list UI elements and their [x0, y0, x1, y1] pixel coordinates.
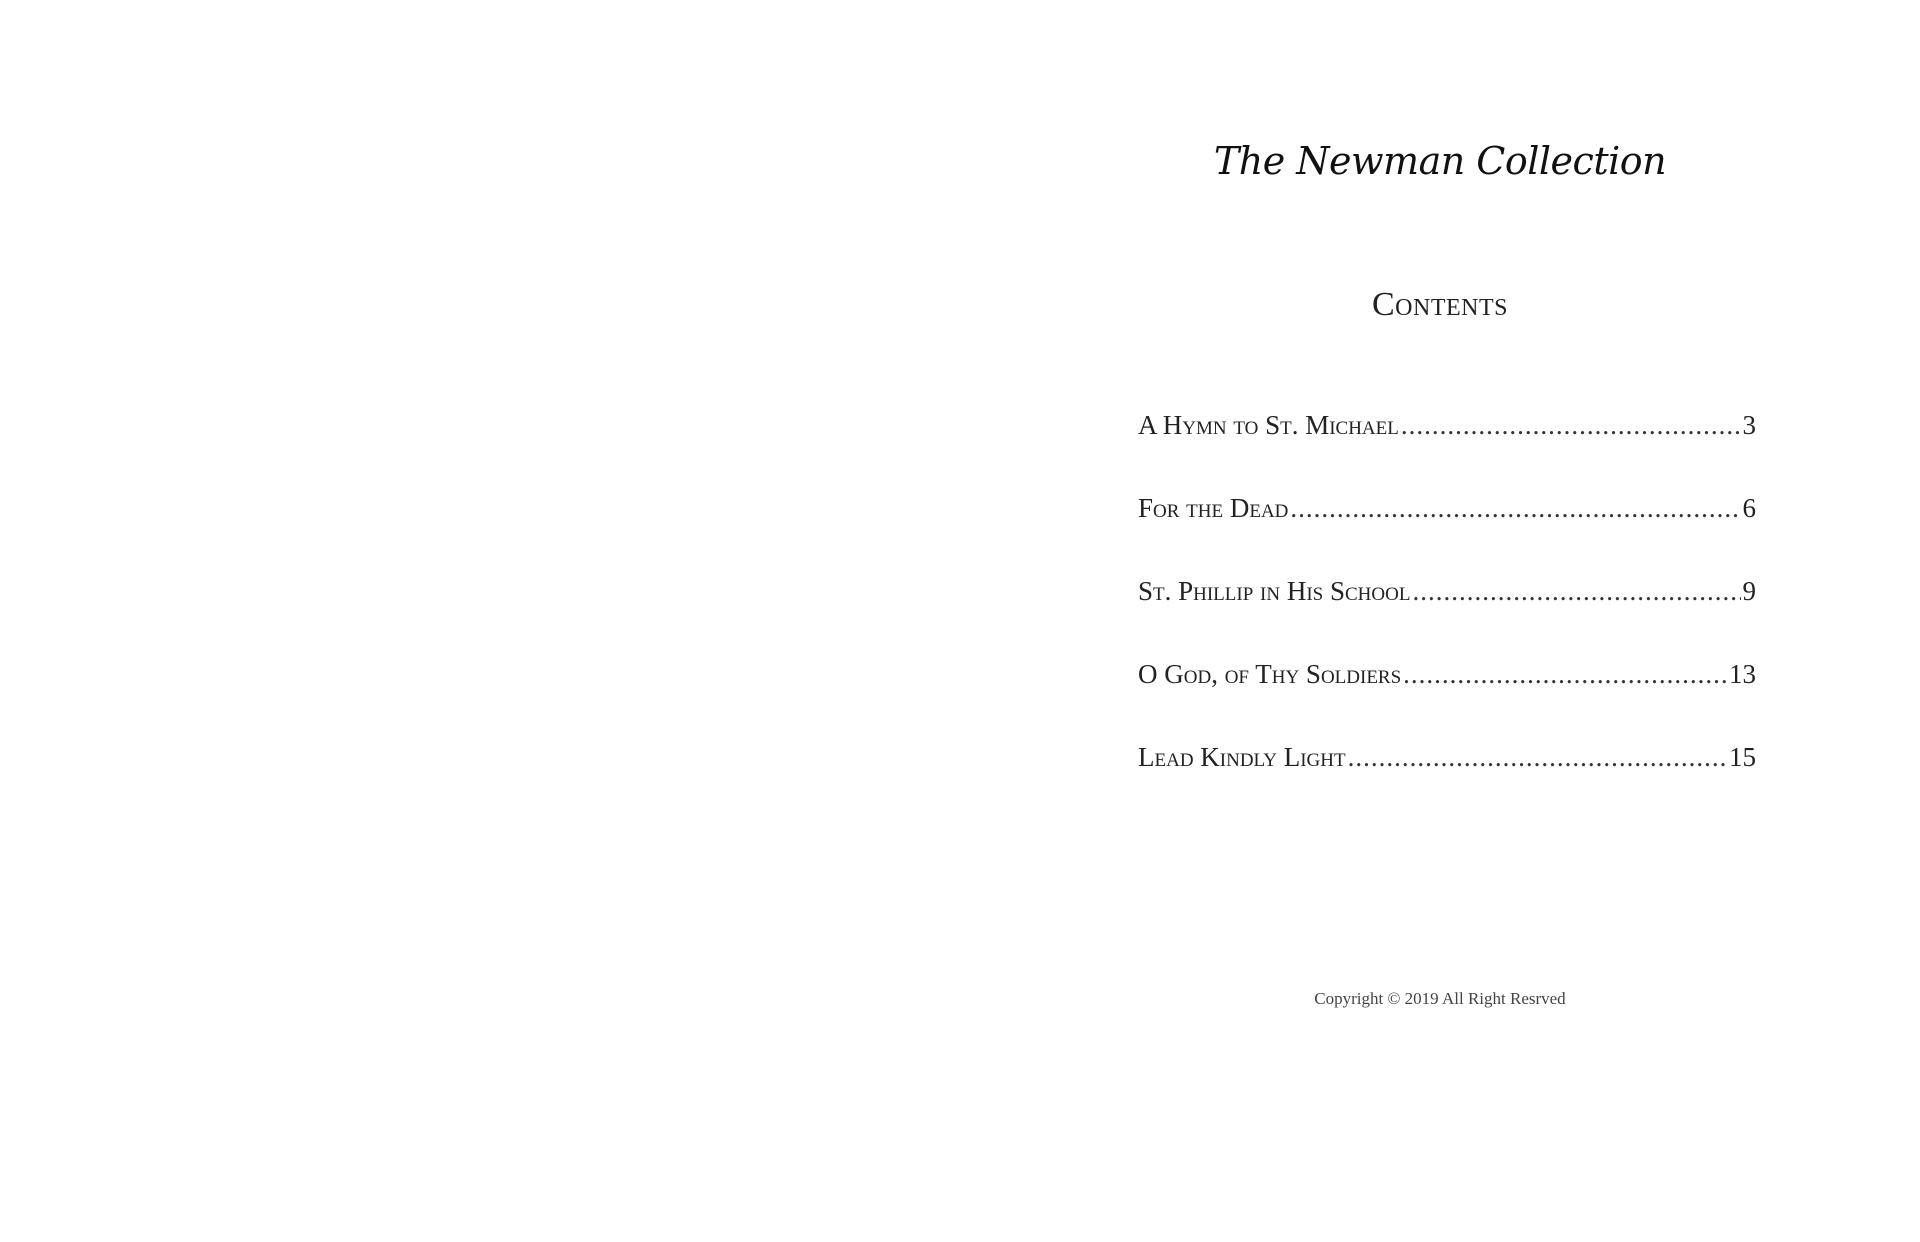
- toc-entry-title: A Hymn to St. Michael: [1138, 410, 1399, 440]
- toc-entry-title: St. Phillip in His School: [1138, 576, 1411, 606]
- table-of-contents: [1138, 412, 1756, 827]
- toc-entry-page: 13: [1729, 659, 1756, 689]
- contents-heading: Contents: [1371, 286, 1508, 323]
- toc-entry-page: 3: [1742, 410, 1756, 440]
- right-contents-page: [960, 0, 1920, 1242]
- toc-entry-title: O God, of Thy Soldiers: [1138, 659, 1402, 689]
- toc-dot-leader: [1403, 661, 1727, 688]
- copyright-notice: Copyright © 2019 All Right Resrved: [1314, 989, 1566, 1008]
- toc-dot-leader: [1348, 744, 1727, 771]
- book-title: The Newman Collection: [1213, 139, 1667, 183]
- toc-dot-leader: [1412, 578, 1740, 605]
- toc-dot-leader: [1401, 412, 1741, 439]
- toc-entry: [1138, 412, 1756, 495]
- toc-entry-title: Lead Kindly Light: [1138, 742, 1346, 772]
- toc-entry-title: For the Dead: [1138, 493, 1289, 523]
- toc-entry: [1138, 495, 1756, 578]
- toc-entry: [1138, 578, 1756, 661]
- toc-dot-leader: [1290, 495, 1740, 522]
- toc-entry-page: 6: [1742, 493, 1756, 523]
- toc-entry-page: 9: [1742, 576, 1756, 606]
- toc-entry-page: 15: [1729, 742, 1756, 772]
- toc-entry: [1138, 744, 1756, 827]
- toc-entry: [1138, 661, 1756, 744]
